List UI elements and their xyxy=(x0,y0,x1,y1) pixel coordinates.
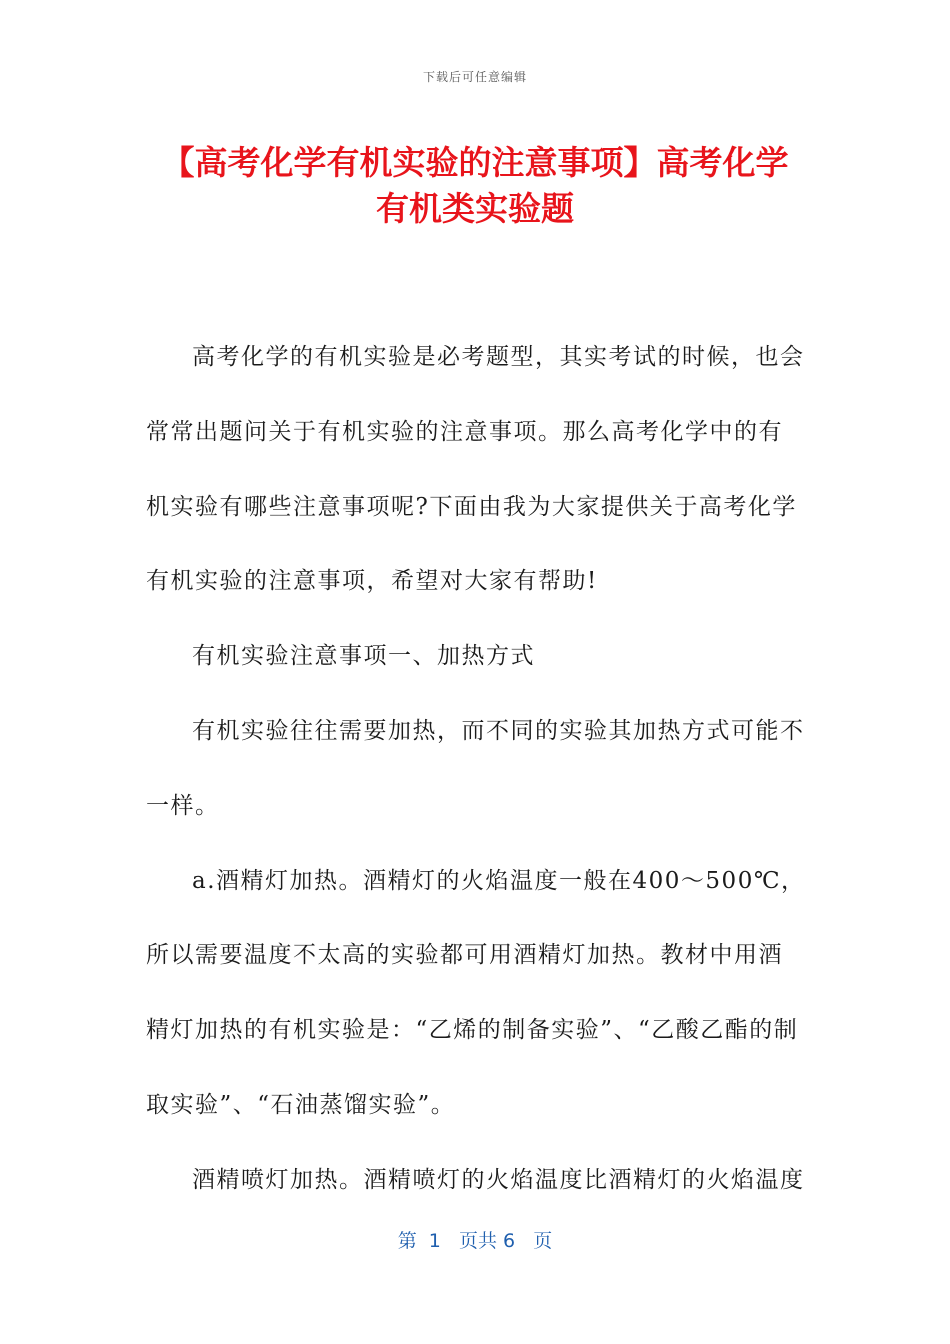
header-note: 下载后可任意编辑 xyxy=(422,70,527,84)
page-number-footer: 第 1 页共 6 页 xyxy=(397,1230,553,1252)
paragraph-alcohol-blowtorch: 酒精喷灯加热。酒精喷灯的火焰温度比酒精灯的火焰温度 xyxy=(192,1166,805,1193)
paragraph-heating-intro: 有机实验往往需要加热，而不同的实验其加热方式可能不一样。 xyxy=(146,717,805,819)
document-body xyxy=(146,320,806,1218)
paragraph-intro: 高考化学的有机实验是必考题型，其实考试的时候，也会常常出题问关于有机实验的注意事项。那么高考化学中的有机实验有哪些注意事项呢?下面由我为大家提供关于高考化学有机实验的注意事项，希望对大家有帮助! xyxy=(146,344,805,595)
paragraph-alcohol-lamp: a.酒精灯加热。酒精灯的火焰温度一般在400～500℃，所以需要温度不太高的实验都可用酒精灯加热。教材中用酒精灯加热的有机实验是：“乙烯的制备实验”、“乙酸乙酯的制取实验”、“石油蒸馏实验”。 xyxy=(146,867,806,1118)
paragraph-section-heading: 有机实验注意事项一、加热方式 xyxy=(192,643,535,670)
document-title: 【高考化学有机实验的注意事项】高考化学有机类实验题 xyxy=(161,143,789,228)
